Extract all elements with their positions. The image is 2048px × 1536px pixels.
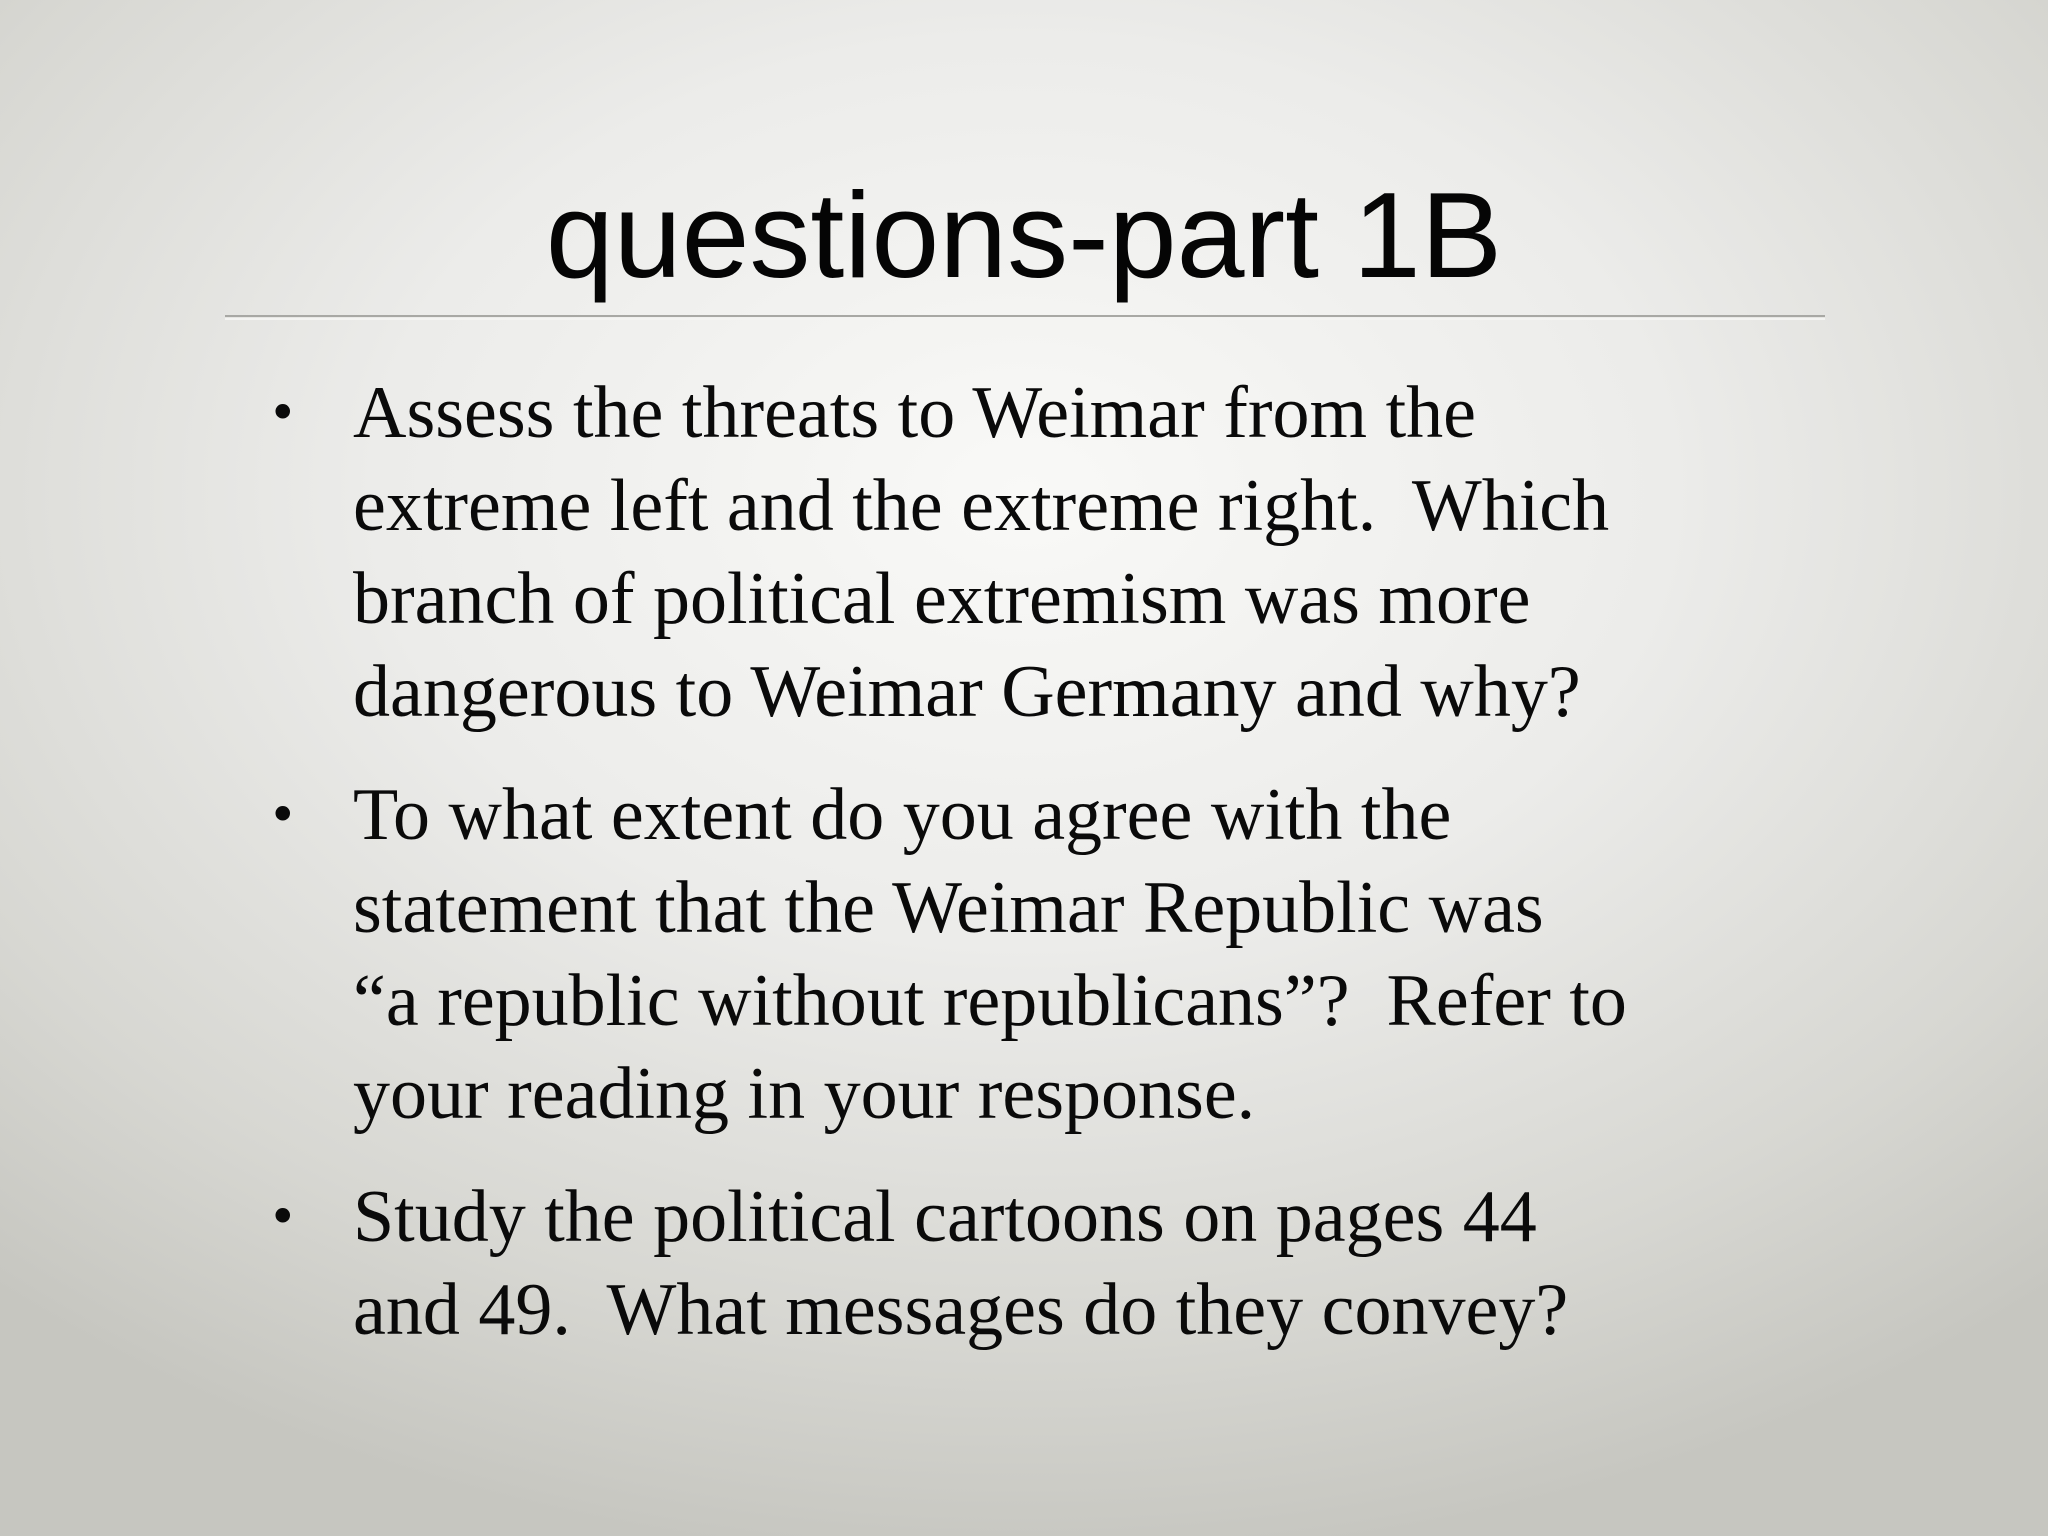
bullet-text — [353, 367, 1828, 739]
bullet-line: branch of political extremism was more — [353, 558, 1531, 640]
bullet-dot-icon: • — [268, 786, 298, 844]
bullet-item — [268, 1171, 1828, 1357]
bullet-line: extreme left and the extreme right. Which — [353, 465, 1610, 547]
bullet-line: To what extent do you agree with the — [353, 774, 1452, 856]
bullet-text — [353, 769, 1828, 1141]
bullet-text — [353, 1171, 1828, 1357]
title-divider — [225, 315, 1825, 317]
bullet-item — [268, 367, 1828, 739]
bullet-line: your reading in your response. — [353, 1053, 1256, 1135]
bullet-item — [268, 769, 1828, 1141]
bullet-list — [268, 367, 1828, 1387]
bullet-line: statement that the Weimar Republic was — [353, 867, 1544, 949]
bullet-line: dangerous to Weimar Germany and why? — [353, 651, 1581, 733]
bullet-dot-icon: • — [268, 384, 298, 442]
bullet-line: Assess the threats to Weimar from the — [353, 372, 1476, 454]
bullet-line: Study the political cartoons on pages 44 — [353, 1176, 1537, 1258]
slide-title: questions-part 1B — [545, 167, 1503, 303]
bullet-line: “a republic without republicans”? Refer to — [353, 960, 1627, 1042]
bullet-line: and 49. What messages do they convey? — [353, 1269, 1569, 1351]
bullet-dot-icon: • — [268, 1188, 298, 1246]
